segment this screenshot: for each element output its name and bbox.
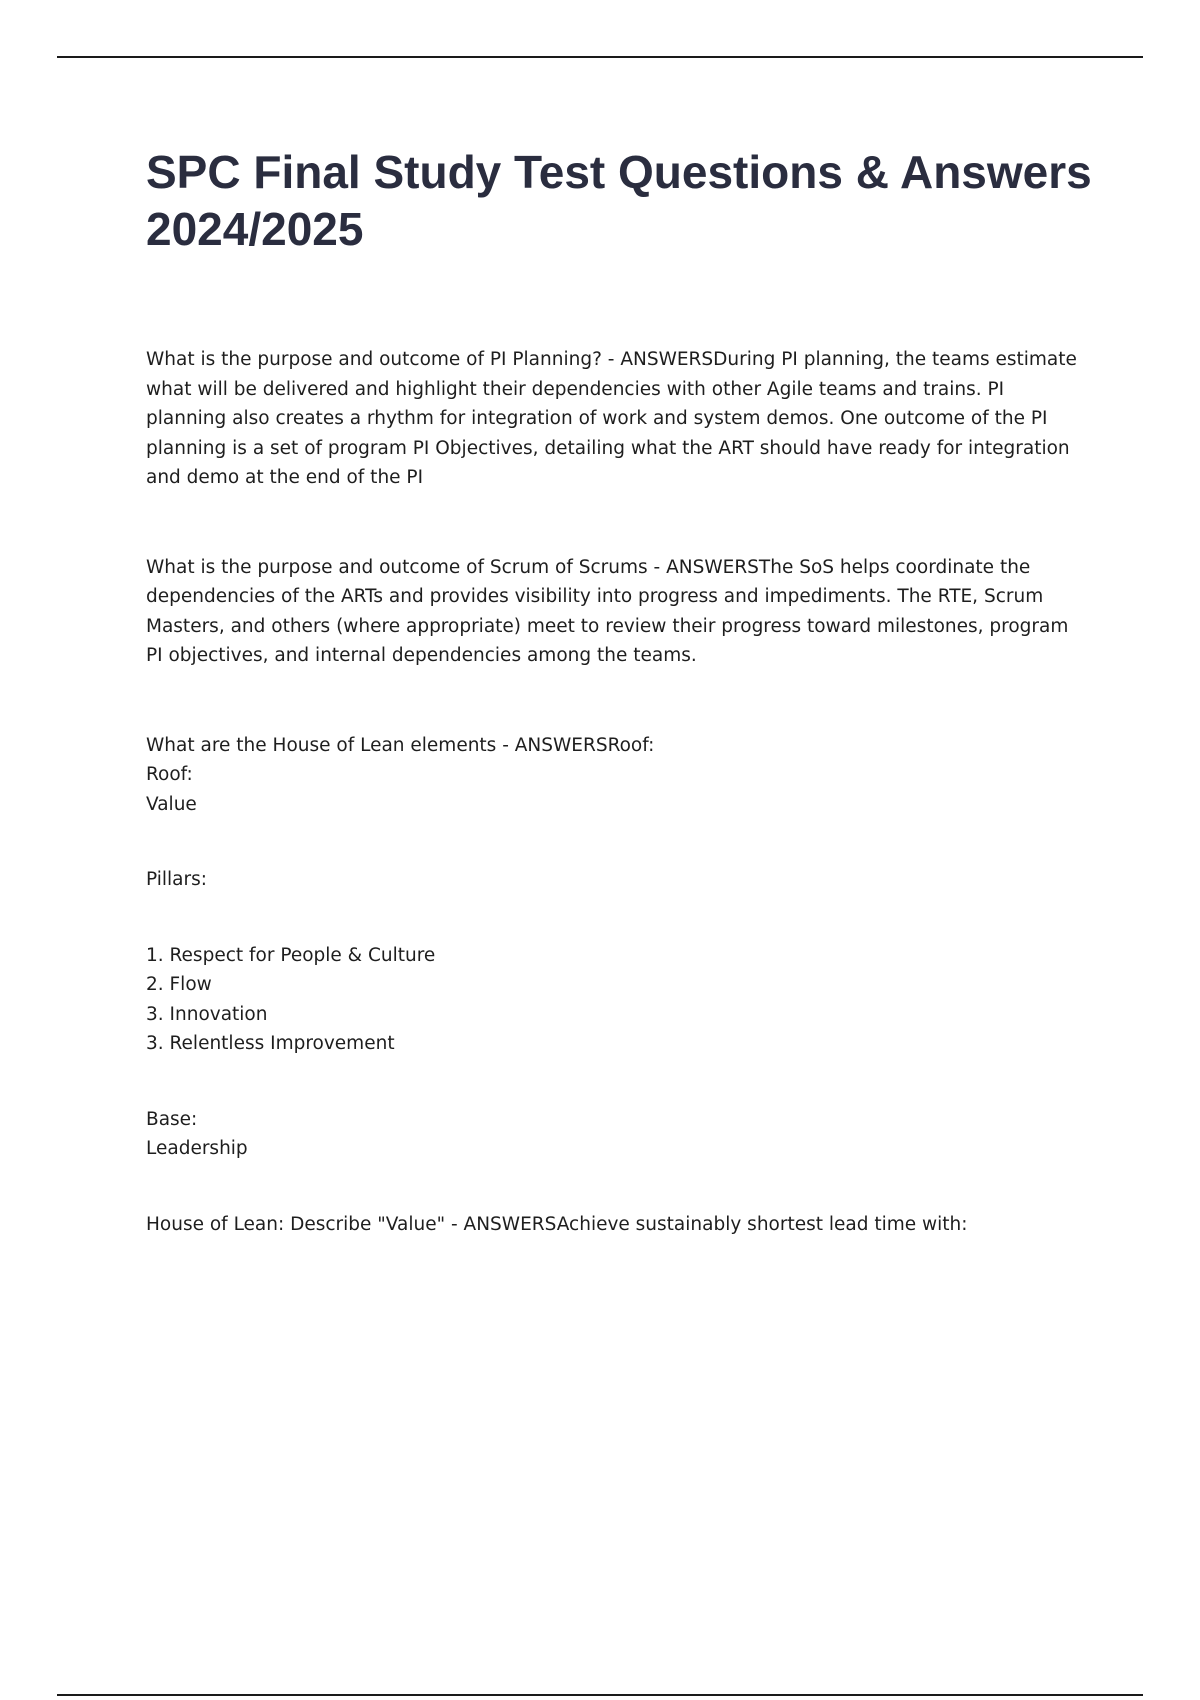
house-of-lean-question: What are the House of Lean elements - ANSWERSRoof: (146, 734, 655, 756)
spacer (146, 1059, 1086, 1105)
spacer (146, 493, 1086, 553)
roof-value: Value (146, 793, 197, 815)
base-value: Leadership (146, 1138, 248, 1159)
top-rule (57, 56, 1143, 58)
qa-item-scrum-of-scrums: What is the purpose and outcome of Scrum of Scrums - ANSWERSThe SoS helps coordinate the dependencies of the ARTs and provides visibility into progress and impediments. The RTE, Scrum Masters, and others (where appropriate) meet to review their progress toward milestones, program PI objectives, and internal dependencies among the teams. (146, 556, 1069, 666)
roof-label: Roof: (146, 764, 193, 785)
spacer (146, 671, 1086, 731)
pillar-item: 2. Flow (146, 974, 212, 995)
bottom-rule (57, 1694, 1143, 1696)
pillar-item: 1. Respect for People & Culture (146, 944, 436, 966)
pillar-item: 3. Relentless Improvement (146, 1033, 395, 1054)
spacer (146, 895, 1086, 941)
qa-item-pi-planning: What is the purpose and outcome of PI Planning? - ANSWERSDuring PI planning, the teams estimate what will be delivered and highlight their dependencies with other Agile teams and trains. PI planning also creates a rhythm for integration of work and system demos. One outcome of the PI planning is a set of program PI Objectives, detailing what the ART should have ready for integration and demo at the end of the PI (146, 349, 1077, 488)
base-label: Base: (146, 1108, 198, 1130)
pillar-item: 3. Innovation (146, 1003, 268, 1025)
qa-item-house-of-lean (146, 731, 1086, 1164)
document-title: SPC Final Study Test Questions & Answers 2024/2025 (146, 146, 1092, 255)
document-body (146, 345, 1086, 1239)
pillars-label: Pillars: (146, 869, 207, 890)
spacer (146, 819, 1086, 865)
qa-item-value: House of Lean: Describe "Value" - ANSWERSAchieve sustainably shortest lead time with: (146, 1213, 968, 1235)
spacer (146, 1164, 1086, 1210)
